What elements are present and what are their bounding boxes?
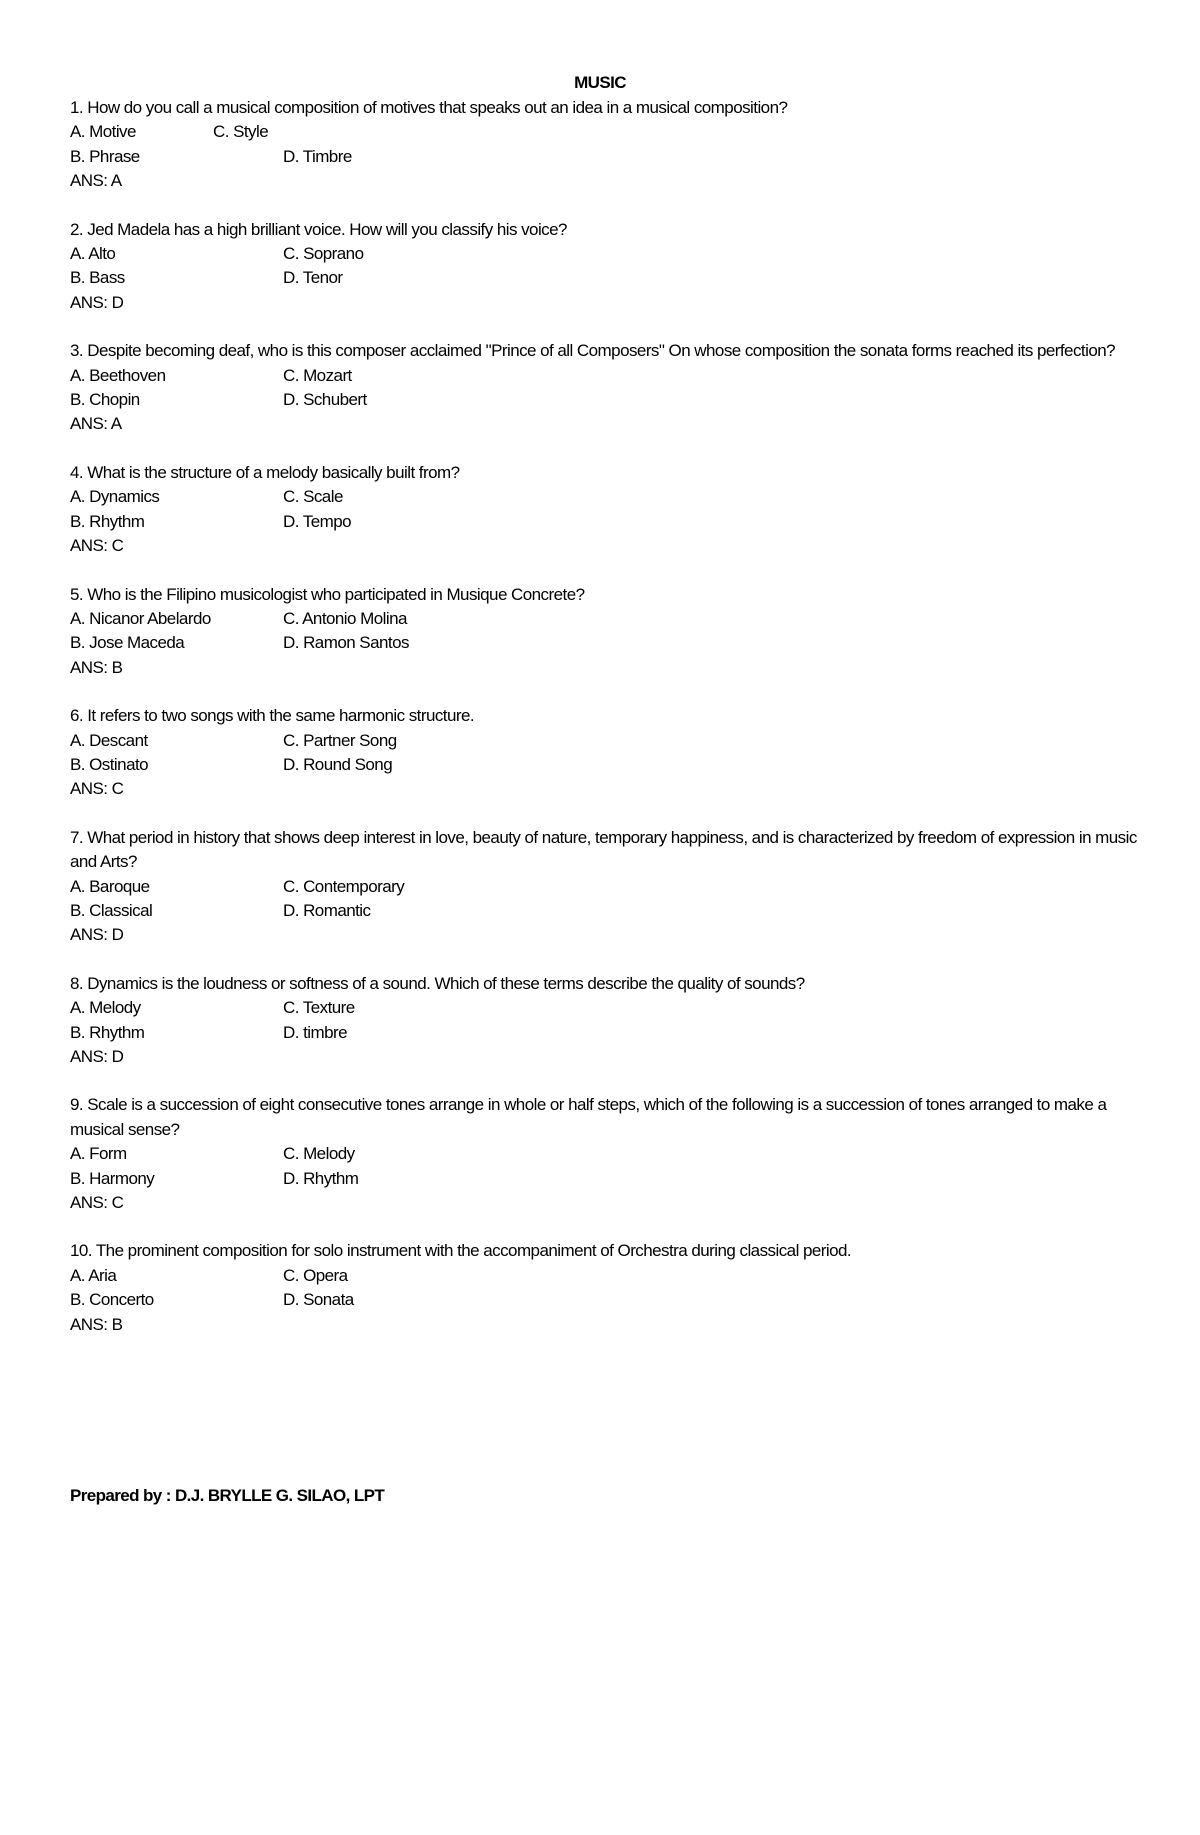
- question-1: [70, 96, 1140, 194]
- question-8: [70, 972, 1140, 1070]
- options-row-bd: [70, 145, 1140, 169]
- option-a: A. Form: [70, 1144, 127, 1164]
- option-a: A. Motive: [70, 122, 136, 142]
- options-row-bd: [70, 1167, 1140, 1191]
- options-row-ac: [70, 1142, 1140, 1166]
- option-d: D. Tenor: [283, 268, 343, 288]
- option-b: B. Concerto: [70, 1290, 154, 1310]
- option-c: C. Mozart: [283, 365, 352, 385]
- page-title: MUSIC: [574, 73, 626, 92]
- answer-key: ANS: B: [70, 657, 123, 677]
- options-row-ac: [70, 1264, 1140, 1288]
- option-a: A. Nicanor Abelardo: [70, 608, 211, 628]
- option-c: C. Melody: [283, 1144, 355, 1164]
- question-10: [70, 1239, 1140, 1337]
- option-b: B. Rhythm: [70, 1022, 145, 1042]
- options-row-bd: [70, 388, 1140, 412]
- question-4: [70, 461, 1140, 559]
- option-b: B. Phrase: [70, 146, 140, 166]
- options-row-ac: [70, 364, 1140, 388]
- question-text: 2. Jed Madela has a high brilliant voice. How will you classify his voice?: [70, 219, 567, 239]
- option-a: A. Alto: [70, 244, 116, 264]
- options-row-ac: [70, 120, 1140, 144]
- options-row-ac: [70, 607, 1140, 631]
- option-a: A. Dynamics: [70, 487, 160, 507]
- question-text: 6. It refers to two songs with the same harmonic structure.: [70, 706, 475, 726]
- question-9: [70, 1093, 1140, 1215]
- option-b: B. Bass: [70, 268, 125, 288]
- question-text: 10. The prominent composition for solo instrument with the accompaniment of Orchestra during classical period.: [70, 1241, 852, 1261]
- answer-key: ANS: D: [70, 292, 124, 312]
- answer-key: ANS: D: [70, 1047, 124, 1066]
- option-c: C. Style: [213, 122, 269, 142]
- option-c: C. Contemporary: [283, 876, 405, 896]
- option-b: B. Ostinato: [70, 754, 149, 774]
- answer-key: ANS: C: [70, 536, 124, 556]
- prepared-by: Prepared by : D.J. BRYLLE G. SILAO, LPT: [70, 1486, 385, 1505]
- question-6: [70, 704, 1140, 802]
- option-a: A. Beethoven: [70, 365, 166, 385]
- option-d: D. Ramon Santos: [283, 633, 409, 653]
- option-d: D. Romantic: [283, 900, 371, 920]
- option-c: C. Texture: [283, 998, 355, 1018]
- option-d: D. Schubert: [283, 390, 367, 410]
- option-b: B. Jose Maceda: [70, 633, 185, 653]
- option-d: D. Rhythm: [283, 1168, 359, 1188]
- options-row-bd: [70, 899, 1140, 923]
- option-a: A. Melody: [70, 998, 141, 1018]
- question-text: 9. Scale is a succession of eight consecutive tones arrange in whole or half steps, which of the following is a succession of tones arranged to make a musical sense?: [70, 1095, 1107, 1139]
- option-c: C. Antonio Molina: [283, 608, 407, 628]
- question-text: 7. What period in history that shows deep interest in love, beauty of nature, temporary happiness, and is characterized by freedom of expression in music and Arts?: [70, 827, 1137, 872]
- option-a: A. Descant: [70, 730, 148, 750]
- question-text: 3. Despite becoming deaf, who is this composer acclaimed "Prince of all Composers" On whose composition the sonata forms reached its perfection?: [70, 341, 1116, 361]
- options-row-ac: [70, 242, 1140, 266]
- option-d: D. Sonata: [283, 1290, 354, 1310]
- option-a: A. Baroque: [70, 876, 150, 896]
- options-row-bd: [70, 510, 1140, 534]
- options-row-ac: [70, 996, 1140, 1020]
- option-b: B. Classical: [70, 900, 153, 920]
- option-c: C. Partner Song: [283, 730, 397, 750]
- option-b: B. Chopin: [70, 390, 140, 410]
- question-text: 1. How do you call a musical composition of motives that speaks out an idea in a musical composition?: [70, 98, 788, 117]
- options-row-bd: [70, 631, 1140, 655]
- option-a: A. Aria: [70, 1265, 117, 1285]
- answer-key: ANS: A: [70, 414, 122, 434]
- options-row-ac: [70, 729, 1140, 753]
- option-b: B. Rhythm: [70, 511, 145, 531]
- question-text: 8. Dynamics is the loudness or softness of a sound. Which of these terms describe the quality of sounds?: [70, 973, 805, 993]
- options-row-bd: [70, 753, 1140, 777]
- option-b: B. Harmony: [70, 1168, 155, 1188]
- answer-key: ANS: C: [70, 1193, 124, 1213]
- question-7: [70, 826, 1140, 948]
- option-c: C. Opera: [283, 1265, 348, 1285]
- question-5: [70, 583, 1140, 681]
- options-row-ac: [70, 485, 1140, 509]
- answer-key: ANS: D: [70, 925, 124, 945]
- option-d: D. Tempo: [283, 511, 352, 531]
- answer-key: ANS: C: [70, 779, 124, 799]
- question-list: [70, 96, 1140, 1361]
- options-row-bd: [70, 1288, 1140, 1312]
- question-text: 4. What is the structure of a melody basically built from?: [70, 462, 460, 482]
- question-2: [70, 218, 1140, 316]
- option-d: D. Timbre: [283, 146, 352, 166]
- options-row-bd: [70, 1021, 1140, 1045]
- option-d: D. Round Song: [283, 754, 393, 774]
- option-c: C. Scale: [283, 487, 343, 507]
- option-d: D. timbre: [283, 1022, 348, 1042]
- question-3: [70, 339, 1140, 437]
- option-c: C. Soprano: [283, 244, 364, 264]
- answer-key: ANS: A: [70, 171, 122, 191]
- answer-key: ANS: B: [70, 1314, 123, 1334]
- options-row-bd: [70, 266, 1140, 290]
- options-row-ac: [70, 875, 1140, 899]
- question-text: 5. Who is the Filipino musicologist who participated in Musique Concrete?: [70, 584, 585, 604]
